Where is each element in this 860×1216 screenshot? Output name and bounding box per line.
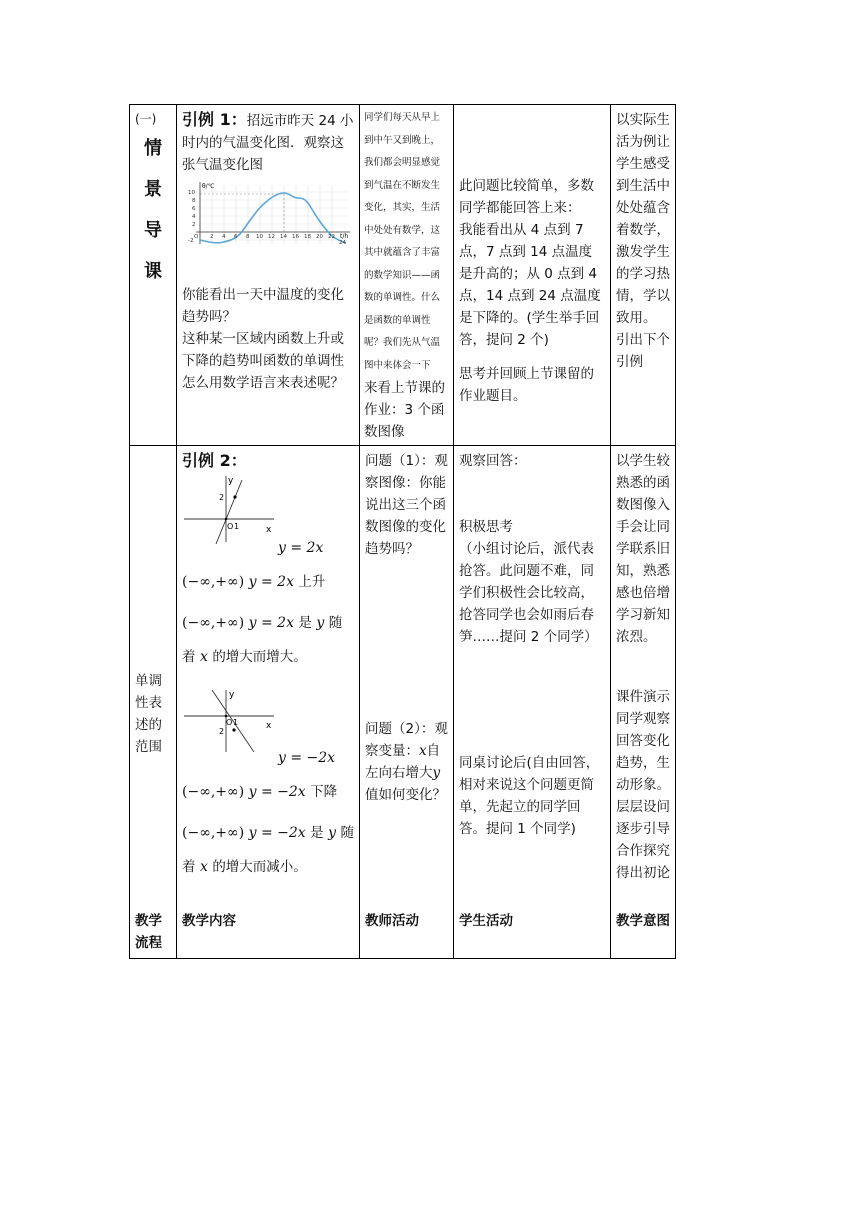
graph-y-equals-2x — [182, 474, 282, 544]
section-char: 导 — [144, 220, 162, 241]
section-cell — [130, 446, 177, 903]
graph-y-equals-neg2x — [182, 688, 282, 754]
axis-x-label: x — [266, 525, 272, 535]
origin-label: O — [227, 522, 234, 531]
question-trend: 你能看出一天中温度的变化趋势吗？ — [182, 287, 344, 325]
lesson-plan-table — [129, 104, 676, 959]
student-review: 思考并回顾上节课留的作业题目。 — [459, 366, 594, 404]
teacher-cell — [360, 446, 454, 903]
x-tick: 2 — [210, 234, 214, 240]
section-char: 景 — [144, 179, 162, 200]
x-tick: 6 — [234, 234, 238, 240]
section-title — [135, 139, 171, 282]
question-math-language: 怎么用数学语言来表述呢？ — [182, 375, 344, 391]
teacher-cell — [360, 105, 454, 446]
x-tick: 22 — [328, 234, 335, 240]
header-intent: 教学意图 — [611, 902, 676, 959]
example-title: 引例 1： — [182, 110, 247, 129]
student-observe: 观察回答： — [459, 453, 527, 469]
example-1 — [182, 109, 354, 176]
intent-demo: 课件演示同学观察回答变化趋势，生动形象。层层设问逐步引导合作探究得出初论 — [616, 689, 670, 881]
y-tick: 6 — [192, 206, 196, 212]
table-row-range — [130, 446, 676, 903]
x-tick: 14 — [280, 234, 287, 240]
intent-next: 引出下个引例 — [616, 332, 670, 370]
content-cell — [177, 105, 360, 446]
x-tick: O — [194, 234, 199, 240]
teacher-homework: 来看上节课的作业：3 个函数图像 — [364, 380, 445, 440]
x-tick: 16 — [292, 234, 299, 240]
tick-one: 1 — [234, 522, 240, 531]
formula-2x: y = 2x — [278, 540, 324, 556]
student-group: （小组讨论后，派代表抢答。此问题不难，同学们积极性会比较高，抢答同学也会如雨后春笋……提问 2 个同学） — [459, 541, 598, 645]
section-label: 单调性表述的范围 — [135, 673, 162, 755]
axis-y-label: y — [228, 476, 234, 486]
header-flow: 教学流程 — [130, 902, 177, 959]
y-tick: 8 — [192, 198, 196, 204]
student-think: 积极思考 — [459, 519, 513, 535]
tick-two: 2 — [219, 493, 225, 502]
x-tick: 12 — [268, 234, 275, 240]
teacher-question-2: 问题（2）：观察变量：x自左向右增大y值如何变化？ — [365, 721, 448, 803]
student-cell — [454, 105, 611, 446]
intent-familiar: 以学生较熟悉的函数图像入手会让同学联系旧知，熟悉感也倍增学习新知浓烈。 — [616, 453, 670, 645]
student-pair: 同桌讨论后(自由回答，相对来说这个问题更简单，先起立的同学回答。提问 1 个同学) — [459, 755, 600, 837]
interval-falling: (−∞,+∞) y = −2x 下降 — [182, 784, 338, 800]
temperature-graph — [182, 180, 354, 268]
intent-cell — [611, 105, 676, 446]
y-tick: 10 — [188, 190, 195, 196]
interval-increasing: (−∞,+∞) y = 2x 是 y 随着 x 的增大而增大。 — [182, 615, 343, 665]
teacher-question-1: 问题（1）：观察图像：你能说出这三个函数图像的变化趋势吗？ — [365, 453, 448, 557]
tick-one: 1 — [233, 718, 239, 727]
content-cell — [177, 446, 360, 903]
interval-decreasing: (−∞,+∞) y = −2x 是 y 随着 x 的增大而减小。 — [182, 825, 354, 875]
header-student: 学生活动 — [454, 902, 611, 959]
table-row-situation — [130, 105, 676, 446]
y-tick: -2 — [188, 238, 194, 244]
graph-xlabel: t/h — [340, 233, 349, 240]
example-text: 招远市昨天 24 小时内的气温变化图．观察这张气温变化图 — [182, 113, 354, 173]
table-header-row — [130, 902, 676, 959]
graph-ylabel: θ/℃ — [202, 183, 215, 190]
x-tick: 10 — [256, 234, 263, 240]
x-tick: 18 — [304, 234, 311, 240]
student-cell — [454, 446, 611, 903]
x-tick: 4 — [222, 234, 226, 240]
x-tick: 24 — [339, 240, 346, 246]
section-cell — [130, 105, 177, 446]
origin-label: O — [226, 718, 233, 727]
header-content: 教学内容 — [177, 902, 360, 959]
header-teacher: 教师活动 — [360, 902, 454, 959]
x-tick: 20 — [316, 234, 323, 240]
axis-x-label: x — [266, 721, 272, 731]
formula-neg2x: y = −2x — [278, 750, 336, 766]
teacher-intro: 同学们每天从早上到中午又到晚上，我们都会明显感觉到气温在不断发生变化，其实，生活中处处有数学，这其中就蕴含了丰富的数学知识——函数的单调性。什么是函数的单调性呢？我们先从气温图中来体会一下 — [364, 112, 441, 371]
section-number: (一) — [135, 112, 157, 126]
interval-rising: (−∞,+∞) y = 2x 上升 — [182, 574, 326, 590]
y-tick: 4 — [192, 214, 196, 220]
x-tick: 8 — [246, 234, 250, 240]
tick-two: 2 — [219, 727, 225, 736]
example-title: 引例 2： — [182, 451, 247, 470]
student-answer: 我能看出从 4 点到 7 点，7 点到 14 点温度是升高的；从 0 点到 4 点，14 点到 24 点温度是下降的。(学生举手回答，提问 2 个) — [459, 222, 601, 348]
question-definition: 这种某一区域内函数上升或下降的趋势叫函数的单调性 — [182, 331, 344, 369]
section-char: 课 — [144, 261, 162, 282]
intent-cell — [611, 446, 676, 903]
intent-text: 以实际生活为例让学生感受到生活中处处蕴含着数学，激发学生的学习热情，学以致用。 — [616, 112, 670, 326]
y-tick: 2 — [192, 222, 196, 228]
axis-y-label: y — [229, 690, 235, 700]
student-intro: 此问题比较简单，多数同学都能回答上来： — [459, 178, 594, 216]
section-char: 情 — [144, 138, 162, 159]
